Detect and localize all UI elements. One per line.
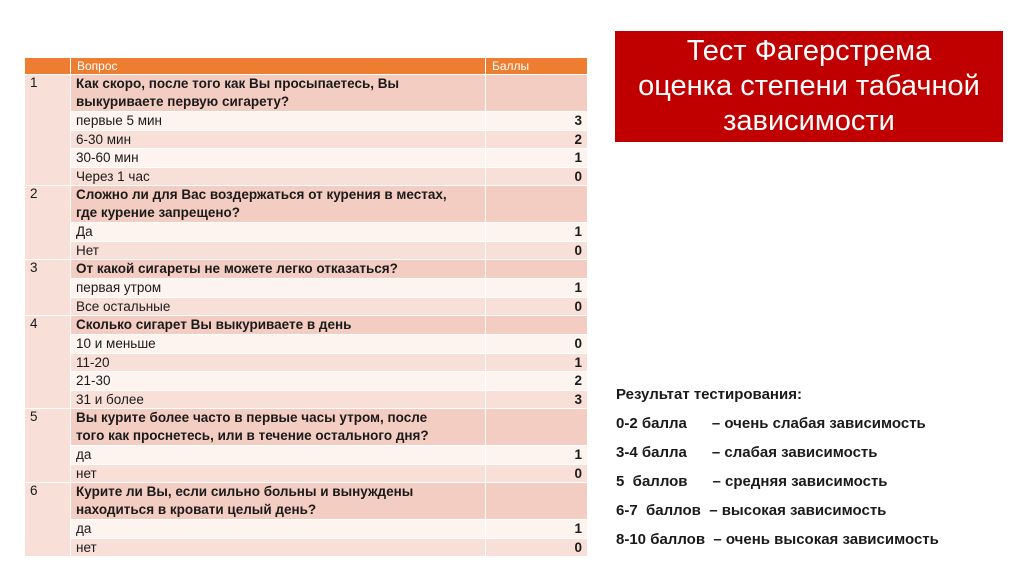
option-score: 1: [486, 149, 588, 168]
fagerstrom-table: [24, 57, 588, 557]
title-line: оценка степени табачной: [638, 70, 980, 102]
option-score: 2: [486, 372, 588, 391]
option-text: Да: [71, 223, 486, 242]
option-text: нет: [71, 464, 486, 483]
option-score: 1: [486, 446, 588, 465]
option-text: 30-60 мин: [71, 149, 486, 168]
option-row: [25, 112, 588, 131]
question-row: [25, 316, 588, 335]
option-row: [25, 446, 588, 465]
option-text: да: [71, 520, 486, 539]
option-score: 1: [486, 223, 588, 242]
option-text: Нет: [71, 241, 486, 260]
option-row: [25, 538, 588, 557]
question-text: Сложно ли для Вас воздержаться от курения в местах, где курение запрещено?: [71, 186, 486, 223]
header-number: [25, 58, 71, 75]
option-row: [25, 297, 588, 316]
question-row: [25, 75, 588, 112]
question-row: [25, 260, 588, 279]
option-text: 6-30 мин: [71, 130, 486, 149]
result-item: 5 баллов – средняя зависимость: [616, 473, 888, 490]
option-row: [25, 167, 588, 186]
option-text: 11-20: [71, 353, 486, 372]
option-score: 1: [486, 279, 588, 298]
question-score-cell: [486, 75, 588, 112]
table-header-row: [25, 58, 588, 75]
option-score: 3: [486, 112, 588, 131]
question-number: 2: [25, 186, 71, 260]
result-item: 8-10 баллов – очень высокая зависимость: [616, 531, 939, 548]
question-number: 5: [25, 409, 71, 483]
title-line: Тест Фагерстрема: [686, 35, 932, 67]
option-score: 1: [486, 353, 588, 372]
question-row: [25, 409, 588, 446]
question-score-cell: [486, 483, 588, 520]
result-item: 0-2 балла – очень слабая зависимость: [616, 415, 926, 432]
option-score: 0: [486, 335, 588, 354]
option-text: первая утром: [71, 279, 486, 298]
option-score: 0: [486, 297, 588, 316]
question-text: От какой сигареты не можете легко отказаться?: [71, 260, 486, 279]
option-row: [25, 223, 588, 242]
option-text: Через 1 час: [71, 167, 486, 186]
option-text: нет: [71, 538, 486, 557]
option-score: 0: [486, 167, 588, 186]
option-row: [25, 149, 588, 168]
result-item: 3-4 балла – слабая зависимость: [616, 444, 878, 461]
option-text: да: [71, 446, 486, 465]
option-score: 2: [486, 130, 588, 149]
option-row: [25, 390, 588, 409]
question-score-cell: [486, 409, 588, 446]
option-row: [25, 464, 588, 483]
results-heading: Результат тестирования:: [616, 386, 802, 403]
question-text: Вы курите более часто в первые часы утром, после того как проснетесь, или в течение остального дня?: [71, 409, 486, 446]
slide-title: [615, 31, 1003, 142]
title-line: зависимости: [723, 105, 895, 137]
option-row: [25, 241, 588, 260]
option-text: первые 5 мин: [71, 112, 486, 131]
option-row: [25, 372, 588, 391]
option-score: 0: [486, 241, 588, 260]
option-text: 21-30: [71, 372, 486, 391]
option-row: [25, 130, 588, 149]
option-text: Все остальные: [71, 297, 486, 316]
question-text: Как скоро, после того как Вы просыпаетесь, Вы выкуриваете первую сигарету?: [71, 75, 486, 112]
option-score: 3: [486, 390, 588, 409]
question-number: 6: [25, 483, 71, 557]
question-score-cell: [486, 186, 588, 223]
question-number: 3: [25, 260, 71, 316]
option-row: [25, 520, 588, 539]
test-results: [616, 381, 1016, 554]
result-item: 6-7 баллов – высокая зависимость: [616, 502, 887, 519]
question-score-cell: [486, 260, 588, 279]
option-row: [25, 335, 588, 354]
question-row: [25, 186, 588, 223]
option-row: [25, 279, 588, 298]
question-text: Курите ли Вы, если сильно больны и вынуждены находиться в кровати целый день?: [71, 483, 486, 520]
question-text: Сколько сигарет Вы выкуриваете в день: [71, 316, 486, 335]
question-score-cell: [486, 316, 588, 335]
question-number: 4: [25, 316, 71, 409]
option-text: 10 и меньше: [71, 335, 486, 354]
option-score: 0: [486, 464, 588, 483]
question-row: [25, 483, 588, 520]
header-question: Вопрос: [71, 58, 486, 75]
option-score: 0: [486, 538, 588, 557]
option-score: 1: [486, 520, 588, 539]
header-score: Баллы: [486, 58, 588, 75]
question-number: 1: [25, 75, 71, 186]
option-row: [25, 353, 588, 372]
option-text: 31 и более: [71, 390, 486, 409]
